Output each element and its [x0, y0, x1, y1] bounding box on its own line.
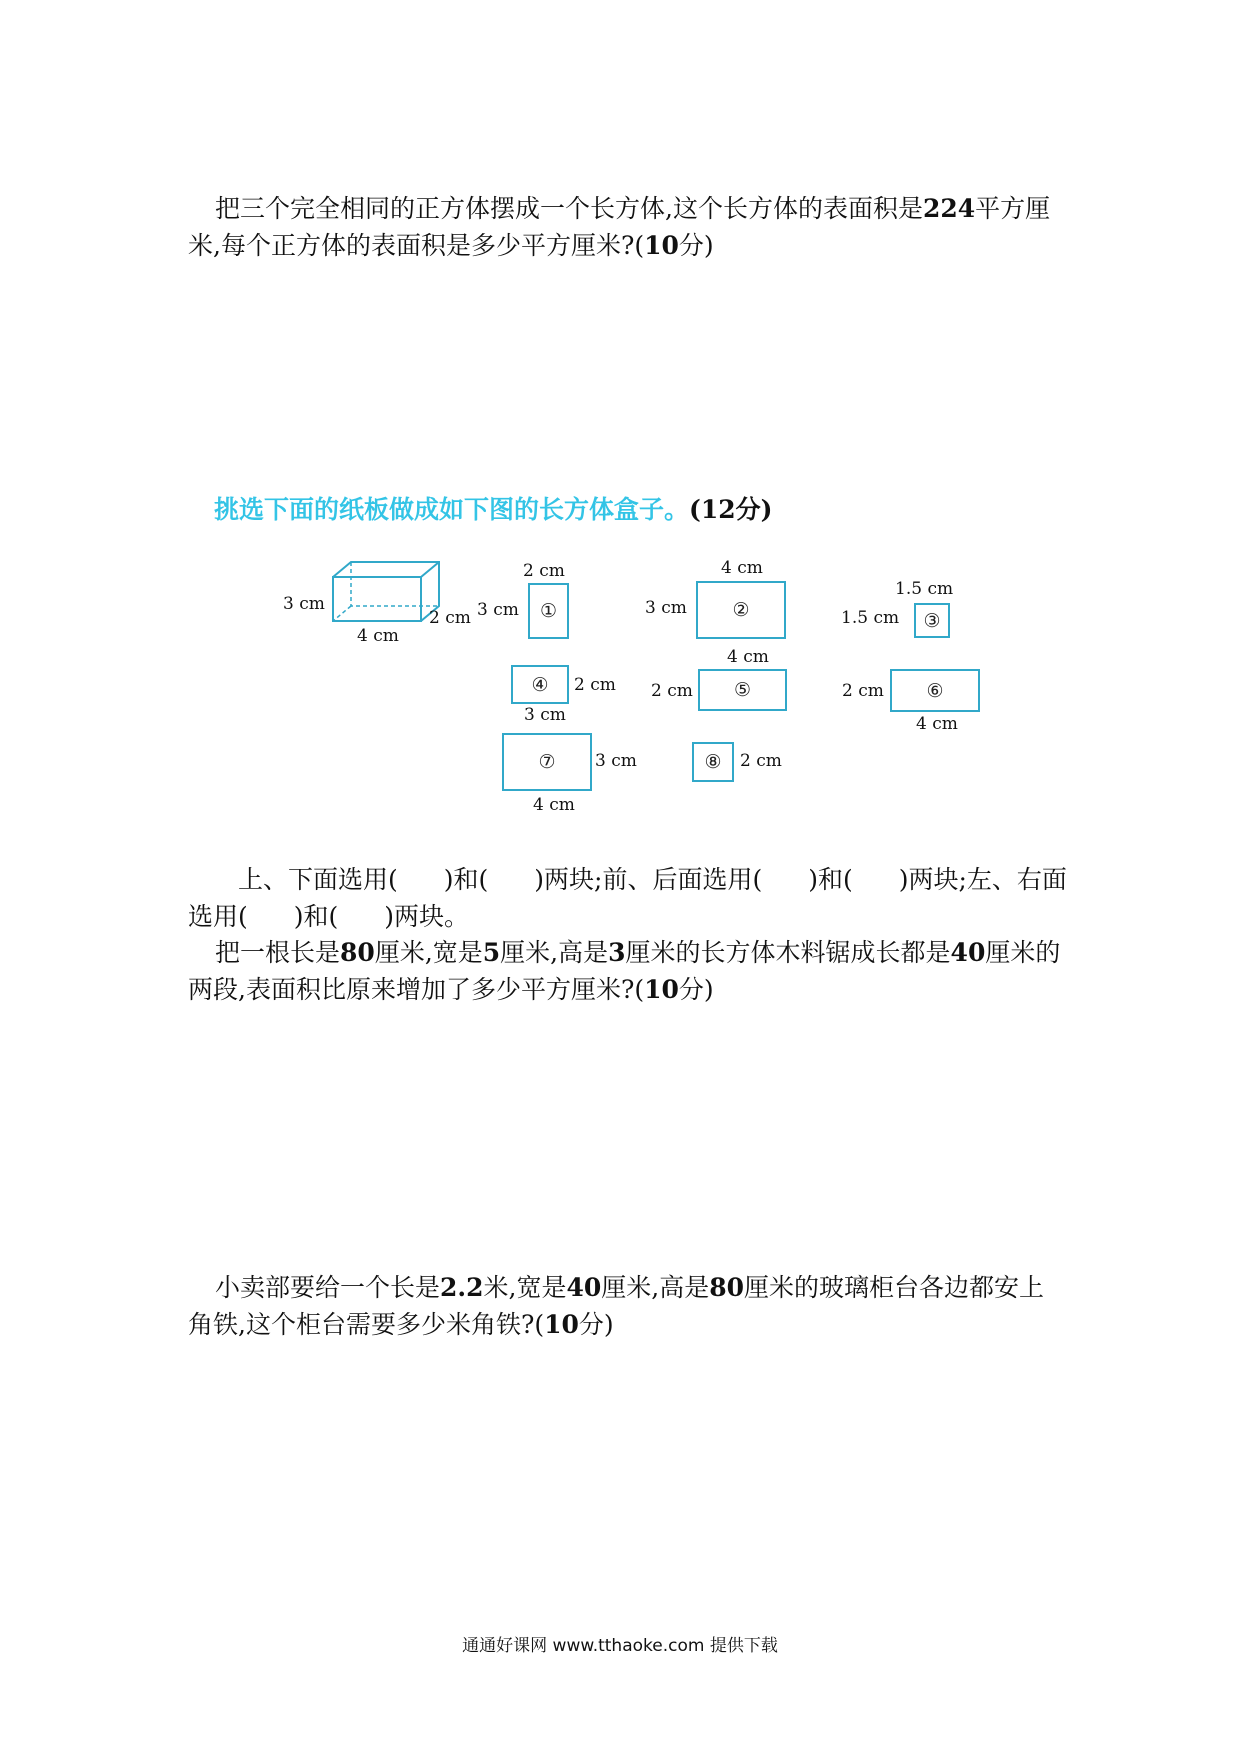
panel-1-number: ①	[539, 600, 558, 622]
q1-text-end: 分)	[678, 231, 714, 260]
panel-8-number: ⑧	[704, 751, 722, 773]
q2-answer-s2: )和(	[443, 865, 489, 894]
q4-text-3: 厘米,高是	[601, 1273, 710, 1302]
cuboid-top-face	[333, 562, 439, 577]
q4-text-end: 分)	[578, 1310, 614, 1339]
panel-7-number: ⑦	[538, 751, 556, 773]
box-length-label: 4 cm	[357, 626, 399, 646]
q3-points: 10	[644, 975, 679, 1004]
panel-7	[502, 733, 592, 791]
q4-num-2: 40	[566, 1273, 602, 1302]
question-2-answer	[188, 861, 1068, 935]
q3-text-4: 厘米的长方体木料锯成长都是	[625, 938, 951, 967]
cuboid-hidden-edge	[333, 606, 351, 621]
panel-6	[890, 669, 980, 712]
q4-num-1: 2.2	[440, 1273, 484, 1302]
panel-5-top-label: 4 cm	[727, 647, 769, 667]
q4-text-2: 米,宽是	[483, 1273, 567, 1302]
panel-1-top-label: 2 cm	[523, 561, 565, 581]
panel-5-left-label: 2 cm	[651, 681, 693, 701]
q2-title-text: 挑选下面的纸板做成如下图的长方体盒子。	[214, 495, 690, 524]
q3-num-4: 40	[950, 938, 986, 967]
panel-6-left-label: 2 cm	[842, 681, 884, 701]
q3-text-2: 厘米,宽是	[374, 938, 483, 967]
q4-points: 10	[544, 1310, 579, 1339]
q3-text-end: 分)	[678, 975, 714, 1004]
panel-1	[528, 583, 569, 639]
q3-text-5: 厘米的两段,表面积比原来增加了多少平方厘米?(	[188, 938, 1061, 1004]
cuboid-hidden-edges	[351, 562, 439, 606]
panel-1-left-label: 3 cm	[477, 600, 519, 620]
panel-5	[698, 669, 787, 711]
panel-4-number: ④	[531, 673, 549, 696]
q3-text-1: 把一根长是	[215, 938, 341, 967]
cuboid-front-face	[333, 577, 421, 621]
q4-text-1: 小卖部要给一个长是	[215, 1273, 441, 1302]
q1-number: 224	[922, 194, 976, 223]
panel-2-top-label: 4 cm	[721, 558, 763, 578]
box-height-label: 3 cm	[283, 594, 325, 614]
panel-8-right-label: 2 cm	[740, 751, 782, 771]
panel-3-number: ③	[923, 609, 941, 632]
q3-num-1: 80	[340, 938, 375, 967]
q2-answer-s4: )和(	[808, 865, 853, 894]
panel-3-top-label: 1.5 cm	[895, 579, 954, 599]
panel-6-number: ⑥	[926, 679, 944, 702]
question-1	[188, 190, 1068, 264]
q3-text-3: 厘米,高是	[500, 938, 609, 967]
panel-4	[511, 665, 569, 704]
question-2-title	[214, 491, 773, 528]
q2-answer-s5: )两块;左、右面选用(	[188, 865, 1067, 931]
panel-4-right-label: 2 cm	[574, 675, 616, 695]
panel-2-left-label: 3 cm	[645, 598, 687, 618]
panel-3-left-label: 1.5 cm	[841, 608, 900, 628]
panel-3	[914, 603, 950, 638]
panel-8	[692, 742, 734, 782]
q1-text-suffix: 平方厘米,每个正方体的表面积是多少平方厘米?(	[188, 194, 1051, 260]
q2-answer-s1: 上、下面选用(	[238, 865, 398, 894]
footer-source: 通通好课网 www.tthaoke.com 提供下载	[462, 1636, 778, 1656]
q1-text-prefix: 把三个完全相同的正方体摆成一个长方体,这个长方体的表面积是	[215, 194, 923, 223]
q3-num-3: 3	[608, 938, 626, 967]
q2-points-close: 分)	[735, 495, 773, 524]
q2-answer-s3: )两块;前、后面选用(	[534, 865, 763, 894]
question-4	[188, 1269, 1068, 1343]
question-3	[188, 934, 1068, 1008]
q2-answer-s7: )两块。	[384, 902, 470, 931]
cuboid-diagram	[330, 558, 440, 626]
q4-text-4: 厘米的玻璃柜台各边都安上角铁,这个柜台需要多少米角铁?(	[188, 1273, 1045, 1339]
panel-2	[696, 581, 786, 639]
q2-answer-s6: )和(	[293, 902, 339, 931]
q3-num-2: 5	[482, 938, 501, 967]
panel-2-number: ②	[732, 599, 750, 621]
panel-4-bottom-label: 3 cm	[524, 705, 566, 725]
panel-5-number: ⑤	[733, 679, 752, 701]
panel-6-bottom-label: 4 cm	[916, 714, 958, 734]
panel-7-bottom-label: 4 cm	[533, 795, 575, 815]
box-depth-label: 2 cm	[429, 608, 471, 628]
q1-points: 10	[644, 231, 679, 260]
q2-points: 12	[700, 495, 736, 524]
q2-points-open: (	[689, 495, 701, 524]
q4-num-3: 80	[709, 1273, 745, 1302]
panel-7-right-label: 3 cm	[595, 751, 637, 771]
